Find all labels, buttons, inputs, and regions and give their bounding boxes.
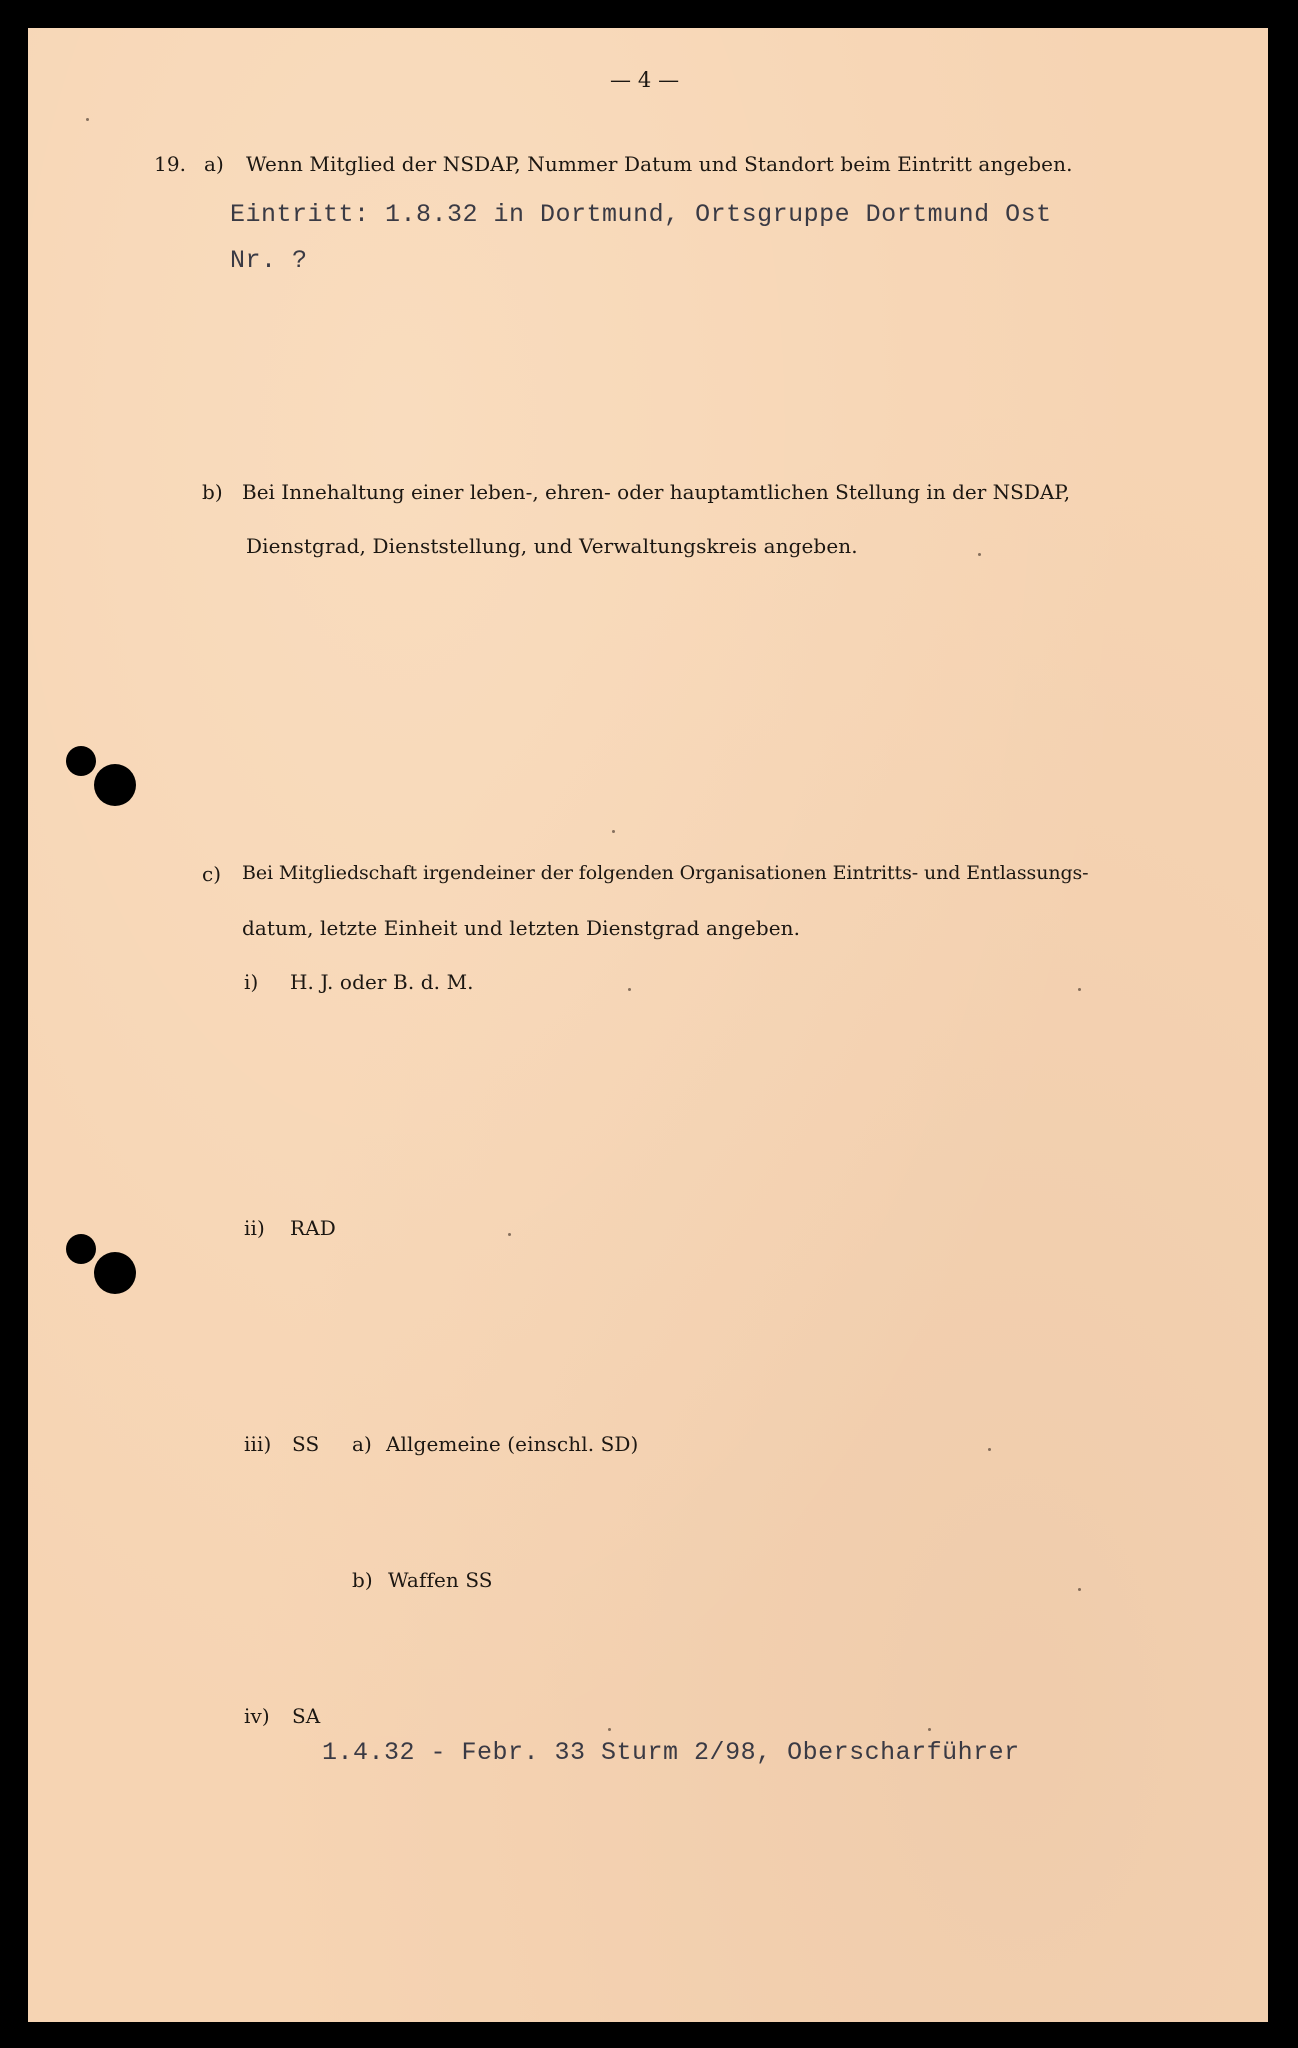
item-i-marker: i)	[244, 970, 259, 994]
answer-a-line2: Nr. ?	[230, 246, 308, 275]
paper-speck	[628, 988, 631, 991]
paper-speck	[608, 1728, 611, 1731]
item-iii-sub-a-label: Allgemeine (einschl. SD)	[386, 1432, 639, 1456]
paper-speck	[1078, 1588, 1081, 1591]
page-number: — 4 —	[610, 68, 680, 92]
question-c-marker: c)	[202, 862, 222, 886]
punch-hole-bottom-left	[66, 1234, 96, 1264]
paper-speck	[86, 118, 89, 121]
paper-speck	[988, 1448, 991, 1451]
paper-speck	[612, 830, 615, 833]
question-b-text-line1: Bei Innehaltung einer leben-, ehren- oder hauptamtlichen Stellung in der NSDAP,	[242, 480, 1071, 504]
paper-speck	[508, 1233, 511, 1236]
item-iii-marker: iii)	[244, 1432, 272, 1456]
paper-speck	[928, 1728, 931, 1731]
item-i-label: H. J. oder B. d. M.	[290, 970, 474, 994]
question-a-marker: a)	[204, 152, 224, 176]
question-c-text-line1: Bei Mitgliedschaft irgendeiner der folgenden Organisationen Eintritts- und Entlassungs-	[242, 862, 1089, 884]
item-iii-sub-b-label: Waffen SS	[388, 1568, 493, 1592]
question-b-text-line2: Dienstgrad, Dienststellung, und Verwaltungskreis angeben.	[246, 534, 858, 558]
item-ii-label: RAD	[290, 1216, 336, 1240]
paper-speck	[1078, 988, 1081, 991]
punch-hole-bottom-right	[94, 1252, 136, 1294]
question-a-text: Wenn Mitglied der NSDAP, Nummer Datum und Standort beim Eintritt angeben.	[246, 152, 1073, 176]
item-iv-marker: iv)	[244, 1704, 270, 1728]
answer-a-line1: Eintritt: 1.8.32 in Dortmund, Ortsgruppe Dortmund Ost	[230, 200, 1052, 229]
item-iv-answer: 1.4.32 - Febr. 33 Sturm 2/98, Oberscharführer	[322, 1738, 1020, 1767]
item-iii-sub-a-marker: a)	[352, 1432, 372, 1456]
item-iv-label: SA	[292, 1704, 321, 1728]
question-number: 19.	[154, 152, 187, 176]
item-iii-sub-b-marker: b)	[352, 1568, 373, 1592]
document-page	[28, 28, 1268, 2022]
paper-speck	[978, 553, 981, 556]
question-c-text-line2: datum, letzte Einheit und letzten Dienstgrad angeben.	[242, 916, 801, 940]
punch-hole-top-left	[66, 746, 96, 776]
item-iii-label: SS	[292, 1432, 320, 1456]
punch-hole-top-right	[94, 764, 136, 806]
item-ii-marker: ii)	[244, 1216, 265, 1240]
question-b-marker: b)	[202, 480, 223, 504]
